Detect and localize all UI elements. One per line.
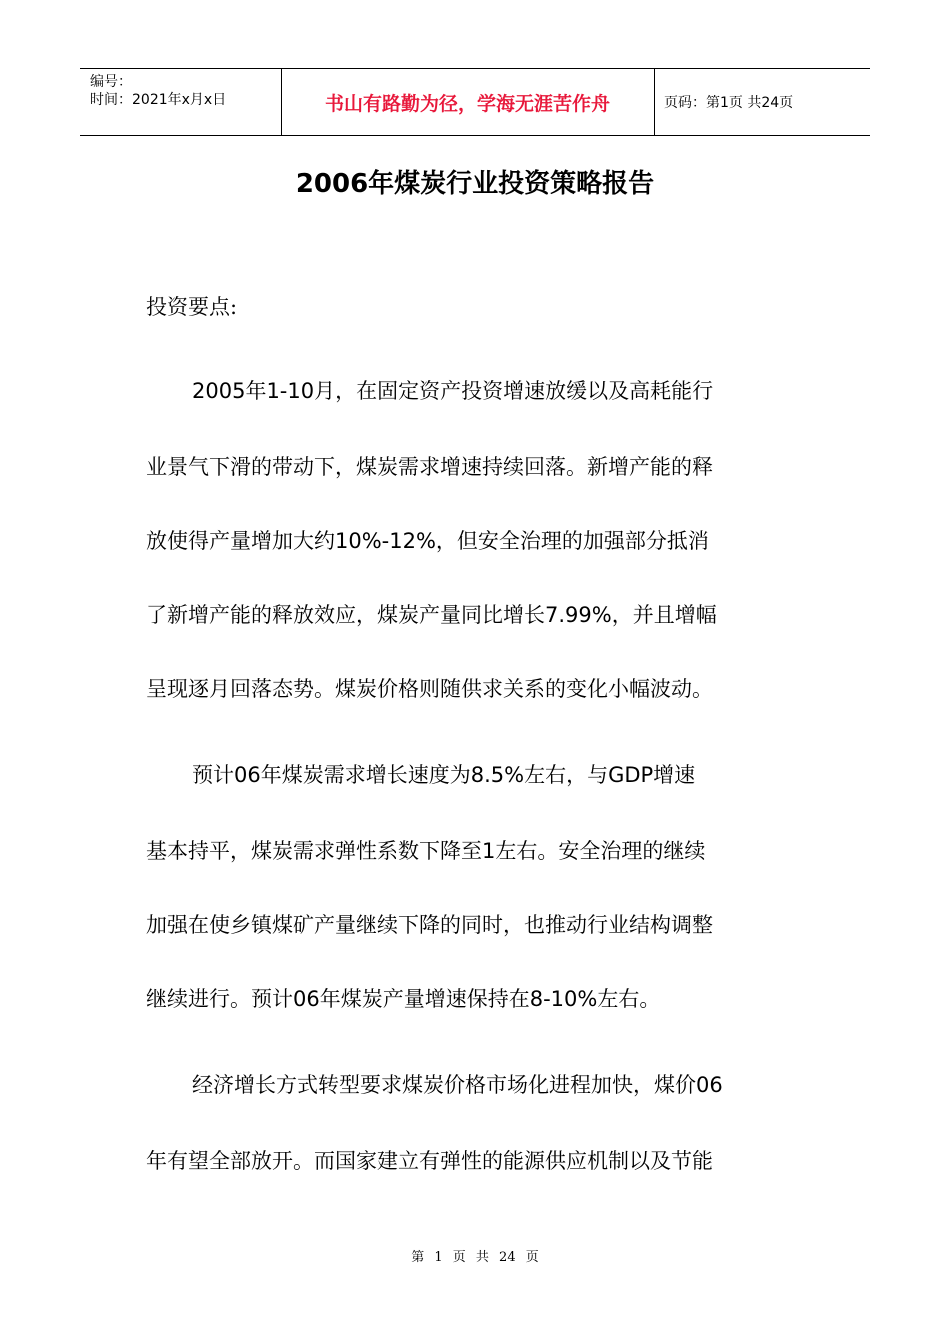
header-time-label: 时间：2021年x月x日 — [90, 92, 227, 108]
header-divider — [654, 69, 655, 135]
body-line: 加强在使乡镇煤矿产量继续下降的同时，也推动行业结构调整 — [146, 913, 713, 937]
body-line: 呈现逐月回落态势。煤炭价格则随供求关系的变化小幅波动。 — [146, 677, 713, 701]
body-line: 继续进行。预计06年煤炭产量增速保持在8-10%左右。 — [146, 987, 661, 1011]
header-motto: 书山有路勤为径，学海无涯苦作舟 — [324, 92, 610, 115]
body-line: 预计06年煤炭需求增长速度为8.5%左右，与GDP增速 — [192, 763, 696, 787]
body-line: 基本持平，煤炭需求弹性系数下降至1左右。安全治理的继续 — [146, 839, 706, 863]
header-number-label: 编号： — [90, 74, 132, 90]
section-label: 投资要点: — [146, 295, 238, 319]
header-page-info: 页码：第1页 共24页 — [664, 95, 794, 111]
body-line: 了新增产能的释放效应，煤炭产量同比增长7.99%，并且增幅 — [146, 603, 717, 627]
body-line: 年有望全部放开。而国家建立有弹性的能源供应机制以及节能 — [146, 1149, 713, 1173]
header-meta — [90, 73, 226, 109]
page-footer: 第 1 页 共 24 页 — [411, 1250, 539, 1265]
body-line: 2005年1-10月，在固定资产投资增速放缓以及高耗能行 — [192, 379, 714, 403]
body-line: 经济增长方式转型要求煤炭价格市场化进程加快，煤价06 — [192, 1073, 723, 1097]
document-title: 2006年煤炭行业投资策略报告 — [295, 169, 655, 199]
body-line: 业景气下滑的带动下，煤炭需求增速持续回落。新增产能的释 — [146, 455, 713, 479]
body-line: 放使得产量增加大约10%-12%，但安全治理的加强部分抵消 — [146, 529, 709, 553]
page-header — [80, 68, 870, 136]
